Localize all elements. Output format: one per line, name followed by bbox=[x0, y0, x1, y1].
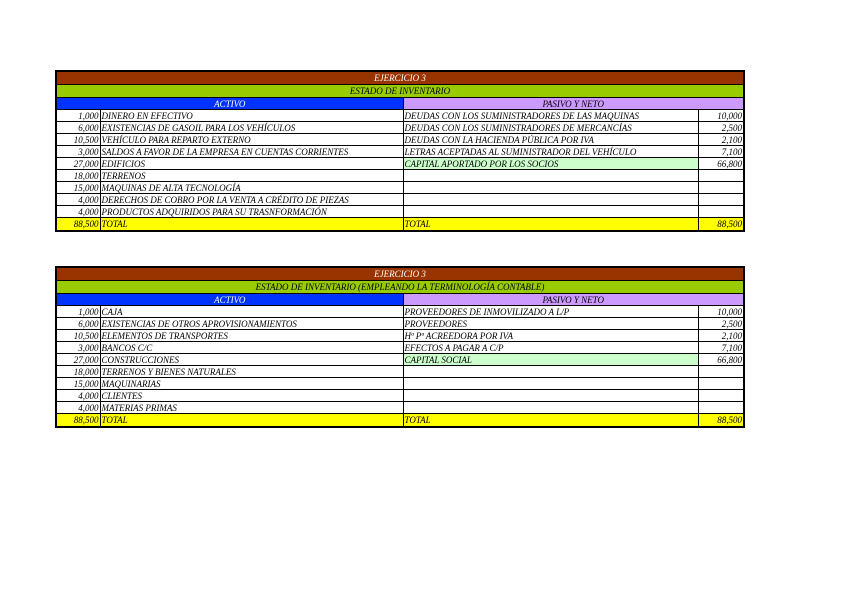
inventory-table-1 bbox=[55, 70, 743, 232]
activo-value: 15,000 bbox=[56, 182, 100, 194]
table-row bbox=[56, 402, 744, 414]
activo-label: MAQUINAS DE ALTA TECNOLOGÍA bbox=[100, 182, 403, 194]
pasivo-value bbox=[698, 378, 744, 390]
activo-label: SALDOS A FAVOR DE LA EMPRESA EN CUENTAS CORRIENTES bbox=[100, 146, 403, 158]
activo-label: CONSTRUCCIONES bbox=[100, 354, 403, 366]
pasivo-label bbox=[403, 366, 698, 378]
pasivo-value: 10,000 bbox=[698, 110, 744, 122]
pasivo-label bbox=[403, 390, 698, 402]
activo-value: 15,000 bbox=[56, 378, 100, 390]
pasivo-value: 66,800 bbox=[698, 158, 744, 170]
activo-label: MAQUINARIAS bbox=[100, 378, 403, 390]
table-row bbox=[56, 194, 744, 206]
activo-value: 1,000 bbox=[56, 306, 100, 318]
total-pasivo-value: 88,500 bbox=[698, 218, 744, 232]
activo-value: 1,000 bbox=[56, 110, 100, 122]
table-row bbox=[56, 158, 744, 170]
pasivo-label: DEUDAS CON LOS SUMINISTRADORES DE MERCANCÍAS bbox=[403, 122, 698, 134]
table-row bbox=[56, 206, 744, 218]
activo-label: CLIENTES bbox=[100, 390, 403, 402]
table-row bbox=[56, 134, 744, 146]
total-row bbox=[56, 218, 744, 232]
table-row bbox=[56, 366, 744, 378]
pasivo-label: DEUDAS CON LA HACIENDA PÚBLICA POR IVA bbox=[403, 134, 698, 146]
pasivo-header: PASIVO Y NETO bbox=[403, 98, 744, 110]
total-activo-value: 88,500 bbox=[56, 414, 100, 428]
pasivo-label bbox=[403, 182, 698, 194]
activo-value: 4,000 bbox=[56, 206, 100, 218]
table-row bbox=[56, 122, 744, 134]
table-row bbox=[56, 330, 744, 342]
table-row bbox=[56, 354, 744, 366]
activo-value: 4,000 bbox=[56, 194, 100, 206]
activo-label: EDIFICIOS bbox=[100, 158, 403, 170]
title-row bbox=[56, 71, 744, 85]
pasivo-value: 66,800 bbox=[698, 354, 744, 366]
activo-label: ELEMENTOS DE TRANSPORTES bbox=[100, 330, 403, 342]
pasivo-label: CAPITAL APORTADO POR LOS SOCIOS bbox=[403, 158, 698, 170]
activo-value: 3,000 bbox=[56, 342, 100, 354]
pasivo-value: 7,100 bbox=[698, 342, 744, 354]
total-row bbox=[56, 414, 744, 428]
pasivo-label: CAPITAL SOCIAL bbox=[403, 354, 698, 366]
pasivo-value: 2,100 bbox=[698, 134, 744, 146]
activo-value: 10,500 bbox=[56, 330, 100, 342]
pasivo-label: PROVEEDORES bbox=[403, 318, 698, 330]
inventory-rows bbox=[56, 110, 744, 218]
pasivo-label bbox=[403, 206, 698, 218]
table-row bbox=[56, 378, 744, 390]
pasivo-label bbox=[403, 170, 698, 182]
pasivo-value: 2,100 bbox=[698, 330, 744, 342]
table-row bbox=[56, 390, 744, 402]
table-row bbox=[56, 146, 744, 158]
pasivo-value bbox=[698, 182, 744, 194]
activo-value: 10,500 bbox=[56, 134, 100, 146]
activo-value: 4,000 bbox=[56, 390, 100, 402]
header-row bbox=[56, 98, 744, 110]
activo-value: 6,000 bbox=[56, 318, 100, 330]
activo-label: DERECHOS DE COBRO POR LA VENTA A CRÉDITO DE PIEZAS bbox=[100, 194, 403, 206]
activo-label: TERRENOS bbox=[100, 170, 403, 182]
total-activo-label: TOTAL bbox=[100, 218, 403, 232]
pasivo-label: LETRAS ACEPTADAS AL SUMINISTRADOR DEL VEHÍCULO bbox=[403, 146, 698, 158]
pasivo-value: 2,500 bbox=[698, 318, 744, 330]
total-activo-value: 88,500 bbox=[56, 218, 100, 232]
pasivo-value bbox=[698, 170, 744, 182]
total-activo-label: TOTAL bbox=[100, 414, 403, 428]
pasivo-label: DEUDAS CON LOS SUMINISTRADORES DE LAS MAQUINAS bbox=[403, 110, 698, 122]
inventory-rows bbox=[56, 306, 744, 414]
pasivo-value bbox=[698, 194, 744, 206]
pasivo-header: PASIVO Y NETO bbox=[403, 294, 744, 306]
pasivo-value: 2,500 bbox=[698, 122, 744, 134]
inventory-grid bbox=[55, 70, 745, 232]
pasivo-value bbox=[698, 366, 744, 378]
activo-label: CAJA bbox=[100, 306, 403, 318]
sheet-title: EJERCICIO 3 bbox=[56, 267, 744, 281]
pasivo-label: Hª Pª ACREEDORA POR IVA bbox=[403, 330, 698, 342]
sheet-title: EJERCICIO 3 bbox=[56, 71, 744, 85]
pasivo-value bbox=[698, 390, 744, 402]
header-row bbox=[56, 294, 744, 306]
activo-label: MATERIAS PRIMAS bbox=[100, 402, 403, 414]
activo-value: 3,000 bbox=[56, 146, 100, 158]
pasivo-value: 7,100 bbox=[698, 146, 744, 158]
activo-value: 27,000 bbox=[56, 158, 100, 170]
sheet-subtitle: ESTADO DE INVENTARIO bbox=[56, 85, 744, 98]
table-row bbox=[56, 170, 744, 182]
activo-label: TERRENOS Y BIENES NATURALES bbox=[100, 366, 403, 378]
pasivo-label: PROVEEDORES DE INMOVILIZADO A L/P bbox=[403, 306, 698, 318]
pasivo-label: EFECTOS A PAGAR A C/P bbox=[403, 342, 698, 354]
table-row bbox=[56, 306, 744, 318]
inventory-table-2 bbox=[55, 266, 743, 428]
table-row bbox=[56, 318, 744, 330]
pasivo-label bbox=[403, 402, 698, 414]
sheet-subtitle: ESTADO DE INVENTARIO (EMPLEANDO LA TERMINOLOGÍA CONTABLE) bbox=[56, 281, 744, 294]
inventory-grid bbox=[55, 266, 745, 428]
total-pasivo-label: TOTAL bbox=[403, 218, 698, 232]
title-row bbox=[56, 267, 744, 281]
activo-value: 18,000 bbox=[56, 366, 100, 378]
total-pasivo-label: TOTAL bbox=[403, 414, 698, 428]
activo-label: EXISTENCIAS DE OTROS APROVISIONAMIENTOS bbox=[100, 318, 403, 330]
pasivo-value bbox=[698, 206, 744, 218]
activo-value: 4,000 bbox=[56, 402, 100, 414]
activo-value: 27,000 bbox=[56, 354, 100, 366]
pasivo-value: 10,000 bbox=[698, 306, 744, 318]
activo-label: BANCOS C/C bbox=[100, 342, 403, 354]
activo-header: ACTIVO bbox=[56, 98, 403, 110]
table-row bbox=[56, 182, 744, 194]
pasivo-label bbox=[403, 194, 698, 206]
subtitle-row bbox=[56, 85, 744, 98]
activo-header: ACTIVO bbox=[56, 294, 403, 306]
pasivo-value bbox=[698, 402, 744, 414]
table-row bbox=[56, 110, 744, 122]
activo-label: EXISTENCIAS DE GASOIL PARA LOS VEHÍCULOS bbox=[100, 122, 403, 134]
pasivo-label bbox=[403, 378, 698, 390]
activo-label: PRODUCTOS ADQUIRIDOS PARA SU TRASNFORMACIÓN bbox=[100, 206, 403, 218]
activo-value: 6,000 bbox=[56, 122, 100, 134]
activo-label: DINERO EN EFECTIVO bbox=[100, 110, 403, 122]
activo-label: VEHÍCULO PARA REPARTO EXTERNO bbox=[100, 134, 403, 146]
subtitle-row bbox=[56, 281, 744, 294]
total-pasivo-value: 88,500 bbox=[698, 414, 744, 428]
table-row bbox=[56, 342, 744, 354]
activo-value: 18,000 bbox=[56, 170, 100, 182]
